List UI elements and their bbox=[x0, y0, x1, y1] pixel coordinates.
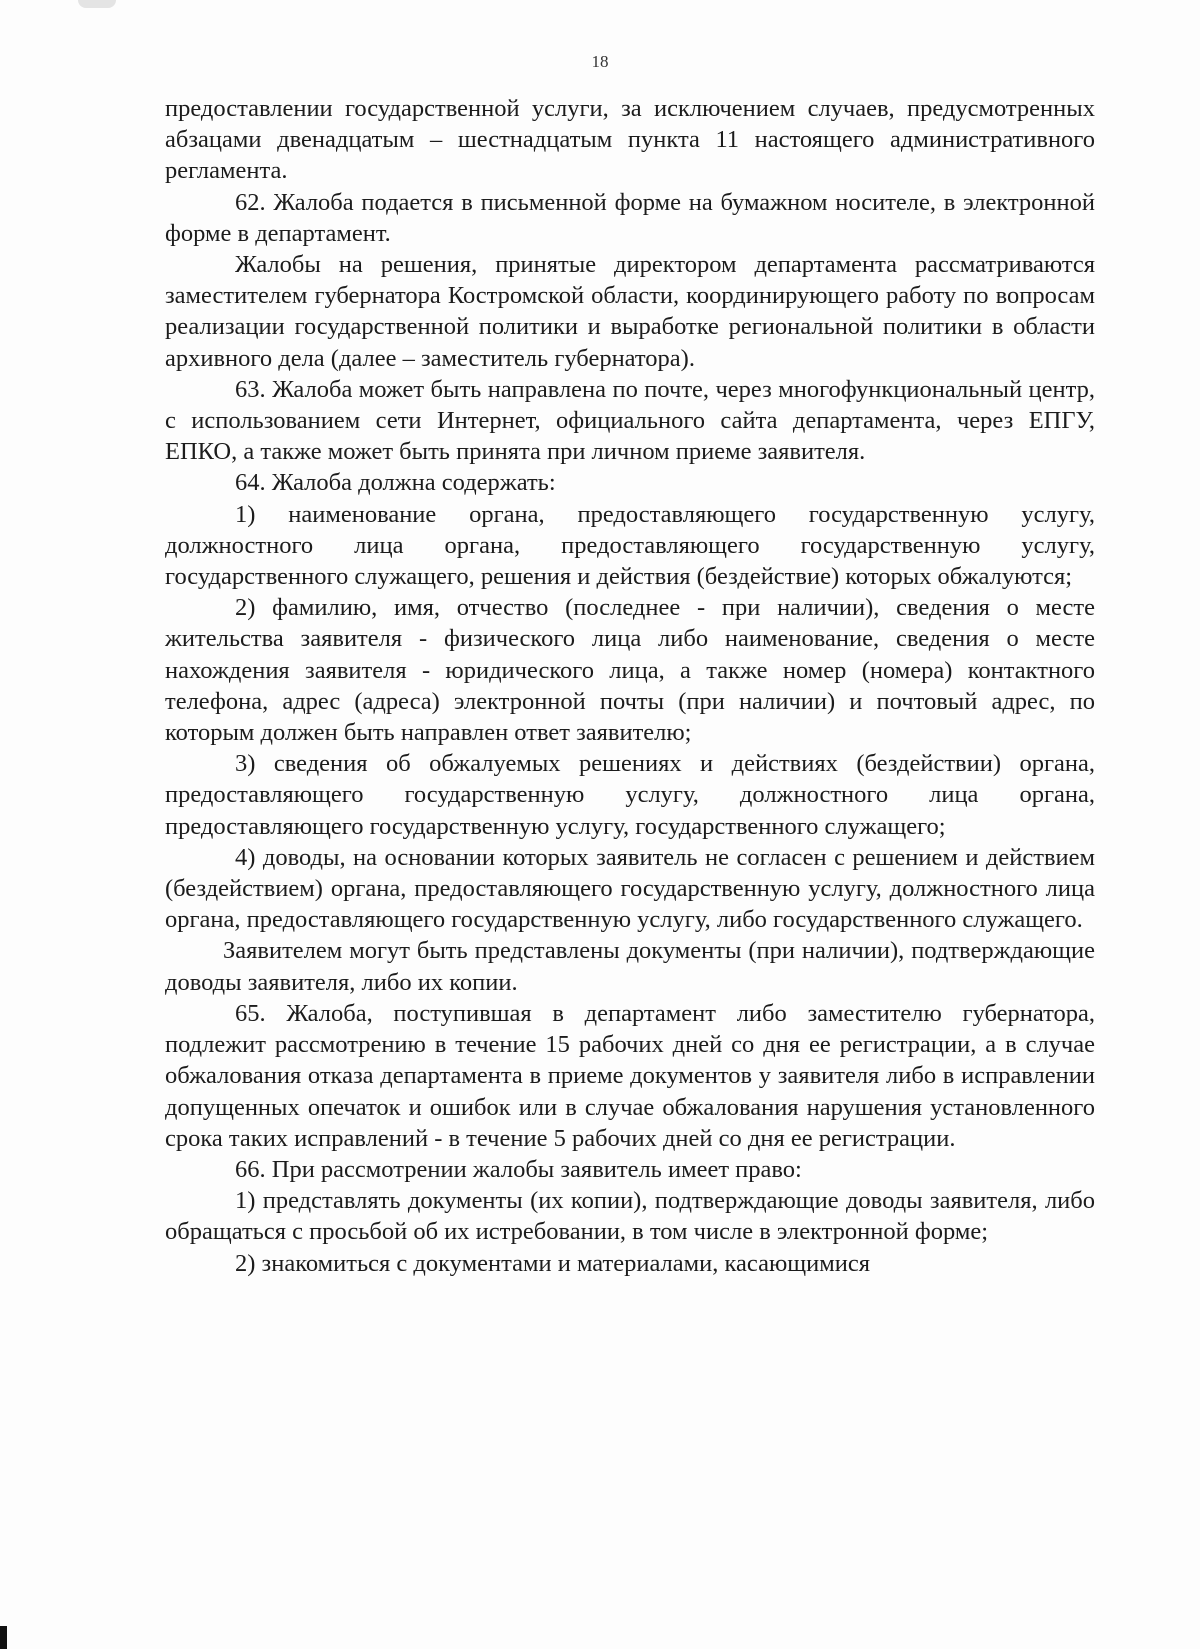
paragraph-continuation: предоставлении государственной услуги, за исключением случаев, предусмотренных абзацами двенадцатым – шестнадцатым пункта 11 настоящего административного регламента. bbox=[165, 95, 1095, 185]
paragraph-64-documents: Заявителем могут быть представлены документы (при наличии), подтверждающие доводы заявителя, либо их копии. bbox=[165, 937, 1095, 996]
scan-artifact-top bbox=[78, 0, 116, 8]
paragraph-64-item-2: 2) фамилию, имя, отчество (последнее - при наличии), сведения о месте жительства заявителя - физического лица либо наименование, сведения о месте нахождения заявителя - юридического лица, а также номер (номера) контактного телефона, адрес (адреса) электронной почты (при наличии) и почтовый адрес, по которым должен быть направлен ответ заявителю; bbox=[165, 594, 1095, 747]
document-body bbox=[165, 93, 1095, 1279]
paragraph-64-item-1: 1) наименование органа, предоставляющего государственную услугу, должностного лица органа, предоставляющего государственную услугу, государственного служащего, решения и действия (бездействие) которых обжалуются; bbox=[165, 500, 1095, 591]
paragraph-64-item-3: 3) сведения об обжалуемых решениях и действиях (бездействии) органа, предоставляющего государственную услугу, должностного лица органа, предоставляющего государственную услугу, государственного служащего; bbox=[165, 750, 1095, 840]
paragraph-62: 62. Жалоба подается в письменной форме на бумажном носителе, в электронной форме в департамент. bbox=[165, 188, 1095, 247]
paragraph-64: 64. Жалоба должна содержать: bbox=[235, 469, 556, 497]
paragraph-64-item-4: 4) доводы, на основании которых заявитель не согласен с решением и действием (бездействием) органа, предоставляющего государственную услугу, должностного лица органа, предоставляющего государственную услугу, либо государственного служащего. bbox=[165, 843, 1095, 934]
paragraph-66-item-2: 2) знакомиться с документами и материалами, касающимися bbox=[235, 1249, 871, 1277]
page-number: 18 bbox=[591, 52, 609, 71]
paragraph-66: 66. При рассмотрении жалобы заявитель имеет право: bbox=[235, 1155, 802, 1183]
scan-artifact-bottom bbox=[0, 1626, 7, 1649]
paragraph-65: 65. Жалоба, поступившая в департамент либо заместителю губернатора, подлежит рассмотрению в течение 15 рабочих дней со дня ее регистрации, а в случае обжалования отказа департамента в приеме документов у заявителя либо в исправлении допущенных опечаток и ошибок или в случае обжалования нарушения установленного срока таких исправлений - в течение 5 рабочих дней со дня ее регистрации. bbox=[165, 999, 1095, 1152]
paragraph-66-item-1: 1) представлять документы (их копии), подтверждающие доводы заявителя, либо обращаться с просьбой об их истребовании, в том числе в электронной форме; bbox=[165, 1187, 1095, 1246]
paragraph-62-complaints: Жалобы на решения, принятые директором департамента рассматриваются заместителем губернатора Костромской области, координирующего работу по вопросам реализации государственной политики и выработке региональной политики в области архивного дела (далее – заместитель губернатора). bbox=[165, 251, 1095, 372]
paragraph-63: 63. Жалоба может быть направлена по почте, через многофункциональный центр, с использованием сети Интернет, официального сайта департамента, через ЕПГУ, ЕПКО, а также может быть принята при личном приеме заявителя. bbox=[165, 375, 1095, 466]
